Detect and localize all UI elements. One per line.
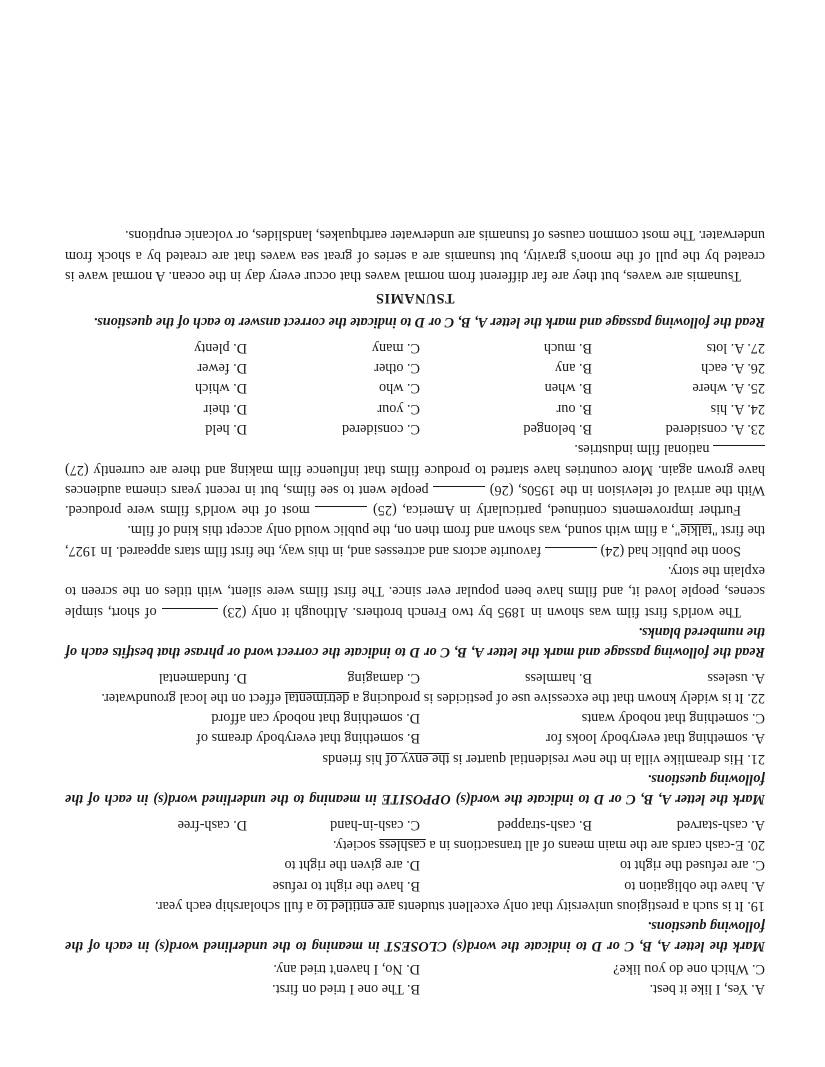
exam-content xyxy=(65,225,765,999)
option-b: B. something that everybody dreams of xyxy=(196,730,420,747)
q20-options xyxy=(65,814,765,834)
option-b: B. much xyxy=(543,339,592,356)
cloze-instruction: Read the following passage and mark the letter A, B, C or D to indicate the correct word or phrase that bestfits each of the numbered blanks. xyxy=(65,623,765,661)
option-c: C. many xyxy=(371,339,420,356)
option-b: B. belonged xyxy=(523,420,592,437)
q24-options xyxy=(65,398,765,418)
q25-options xyxy=(65,378,765,398)
option-b: B. our xyxy=(556,400,592,417)
option-c: C. Which one do you like? xyxy=(613,960,765,977)
option-a: A. useless xyxy=(707,669,765,686)
q21-options-row-2 xyxy=(65,708,765,728)
q26-options xyxy=(65,358,765,378)
option-c: C. considered xyxy=(341,420,420,437)
option-d: D. cash-free xyxy=(177,816,247,833)
option-d: D. something that nobody can afford xyxy=(211,710,420,727)
option-a: A. Yes, I like it best. xyxy=(649,981,765,997)
blank-25 xyxy=(315,506,367,519)
option-b: B. when xyxy=(544,380,592,397)
option-a: 27. A. lots xyxy=(706,339,765,356)
q19-options-row-1 xyxy=(65,875,765,895)
option-d: D. held xyxy=(205,420,247,437)
option-a: A. something that everybody looks for xyxy=(545,730,765,747)
cloze-paragraph-3: Further improvements continued, particularly in America, (25) most of the world's films were produced. With the arrival of television in the 1950s, (26) people went to see films, but in recent years cinema audiences have grown again. More countries have started to produce films that influence film making and there are currently (27) national film industries. xyxy=(64,441,765,519)
question-19: 19. It is such a prestigious university that only excellent students are entitled to a full scholarship each year. xyxy=(155,897,765,914)
option-c: C. are refused the right to xyxy=(620,857,765,874)
cloze-paragraph-2: Soon the public had (24) favourite actors and actresses and, in this way, the first film stars appeared. In 1927, the first "talkie", a film with sound, was shown and from then on, the public would only accept this kind of film. xyxy=(65,522,765,559)
question-20: 20. E-cash cards are the main means of all transactions in a cashless society. xyxy=(332,836,765,853)
opposite-instruction: Mark the letter A, B, C or D to indicate the word(s) OPPOSITE in meaning to the underlined word(s) in each of the following questions. xyxy=(65,771,765,808)
option-a: 23. A. considered xyxy=(665,420,765,437)
option-a: 26. A. each xyxy=(701,360,765,377)
option-c: C. something that nobody wants xyxy=(581,710,765,727)
blank-26 xyxy=(433,486,485,499)
option-b: B. have the right to refuse xyxy=(272,877,420,894)
option-c: C. other xyxy=(374,360,420,377)
blank-23 xyxy=(162,608,218,621)
question-22: 22. It is widely known that the excessive use of pesticides is producing a detrimental effect on the local groundwater. xyxy=(101,689,765,706)
prev-question-options-row-2 xyxy=(65,958,765,978)
passage-title: TSUNAMIS xyxy=(375,290,455,307)
option-a: A. cash-starved xyxy=(676,816,765,833)
question-21: 21. His dreamlike villa in the new residential quarter is the envy of his friends xyxy=(322,750,765,767)
q22-options xyxy=(65,667,765,687)
option-a: A. have the obligation to xyxy=(624,877,765,894)
option-d: D. which xyxy=(194,380,247,397)
cloze-paragraph-1: The world's first film was shown in 1895 by two French brothers. Although it only (23) of short, simple scenes, people loved it, and films have been popular ever since. The first films were silent, with titles on the screen to explain the story. xyxy=(65,563,765,620)
prev-question-options-row-1 xyxy=(65,979,765,999)
option-b: B. cash-strapped xyxy=(497,816,592,833)
closest-instruction: Mark the letter A, B, C or D to indicate the word(s) CLOSEST in meaning to the underlined word(s) in each of the following questions. xyxy=(65,918,765,955)
reading-paragraph: Tsunamis are waves, but they are far different from normal waves that occur every day in the ocean. A normal wave is created by the pull of the moon's gravity, but tsunamis are a series of great sea waves that are created by a shock from underwater. The most common causes of tsunamis are underwater earthquakes, landslides, or volcanic eruptions. xyxy=(65,227,765,284)
option-d: D. No, I haven't tried any. xyxy=(273,960,420,977)
option-d: D. are given the right to xyxy=(284,857,420,874)
option-c: C. damaging xyxy=(347,669,420,686)
option-c: C. who xyxy=(379,380,420,397)
option-d: D. fundamental xyxy=(158,669,247,686)
reading-instruction: Read the following passage and mark the letter A, B, C or D to indicate the correct answer to each of the questions. xyxy=(93,314,765,331)
q27-options xyxy=(65,338,765,358)
option-a: 25. A. where xyxy=(692,380,765,397)
option-d: D. fewer xyxy=(197,360,247,377)
option-b: B. any xyxy=(554,360,592,377)
q23-options xyxy=(65,419,765,439)
blank-24 xyxy=(545,547,597,560)
option-c: C. your xyxy=(377,400,420,417)
option-b: B. The one I tried on first. xyxy=(272,981,420,997)
underlined-phrase: detrimental xyxy=(284,689,350,706)
underlined-phrase: cashless xyxy=(379,836,426,853)
q21-options-row-1 xyxy=(65,728,765,748)
option-a: 24. A. his xyxy=(710,400,765,417)
underlined-phrase: are entitled to xyxy=(316,897,395,914)
option-c: C. cash-in-hand xyxy=(330,816,420,833)
option-b: B. harmless xyxy=(525,669,592,686)
option-d: D. their xyxy=(203,400,247,417)
underlined-phrase: the envy of xyxy=(385,750,450,767)
underlined-word: talkie xyxy=(680,522,712,539)
blank-27 xyxy=(713,445,765,458)
q19-options-row-2 xyxy=(65,855,765,875)
option-d: D. plenty xyxy=(194,339,247,356)
